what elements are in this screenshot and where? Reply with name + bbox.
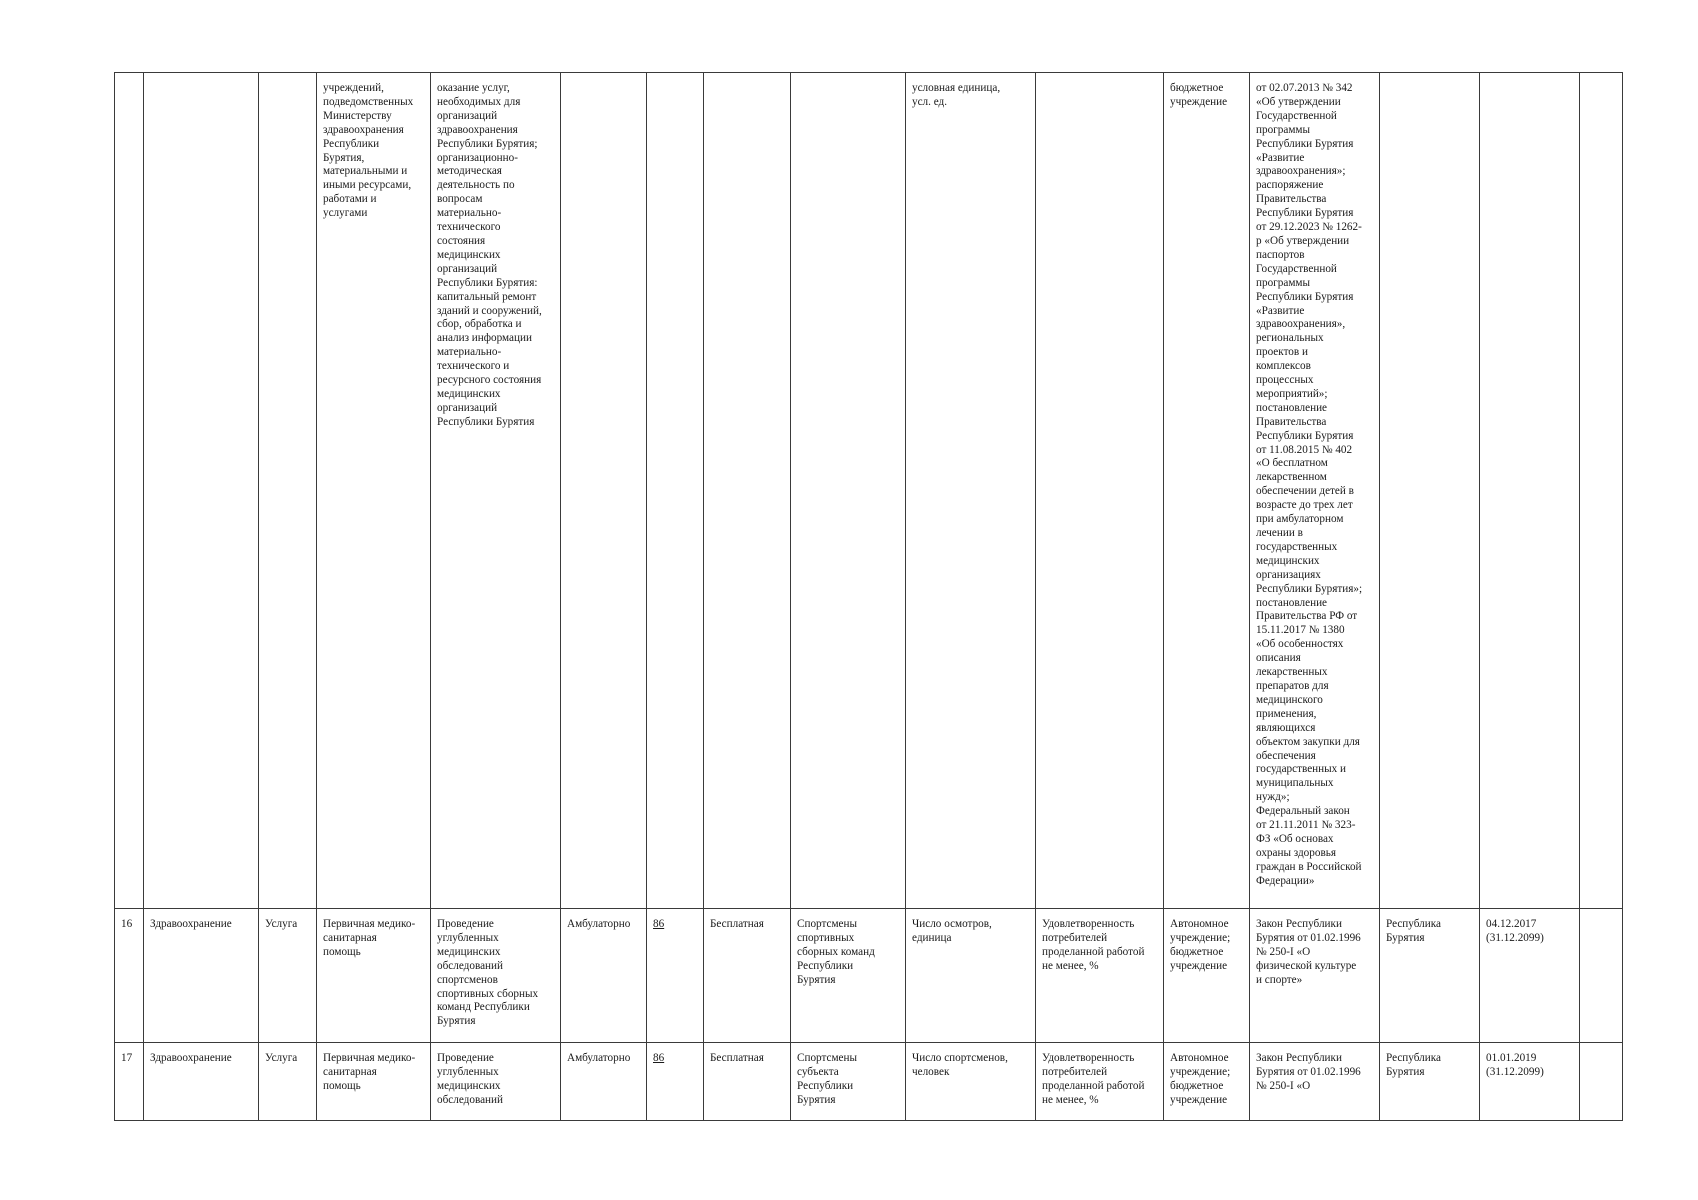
cell-consumers: Спортсмены спортивных сборных команд Республики Бурятия [791,909,906,1043]
services-register-table [114,72,1623,1121]
cell-consumers: Спортсмены субъекта Республики Бурятия [791,1043,906,1121]
cell-code [647,909,704,1043]
cell-quality-indicator: Удовлетворенность потребителей проделанной работой не менее, % [1036,1043,1164,1121]
code-link[interactable]: 86 [653,1052,665,1064]
cell-institution-type: Автономное учреждение; бюджетное учреждение [1164,909,1250,1043]
cell-service-content: Проведение углубленных медицинских обследований [431,1043,561,1121]
cell-payment: Бесплатная [704,1043,791,1121]
cell-institution-type: Автономное учреждение; бюджетное учреждение [1164,1043,1250,1121]
cell-service-name: Первичная медико- санитарная помощь [317,909,431,1043]
cell-service-name: Первичная медико- санитарная помощь [317,1043,431,1121]
cell-service-name: учреждений, подведомственных Министерству здравоохранения Республики Бурятия, материальными и иными ресурсами, работами и услугами [317,73,431,909]
cell-condition: Амбулаторно [561,1043,647,1121]
code-link[interactable]: 86 [653,918,665,930]
cell-sphere [144,73,259,909]
cell-number [115,73,144,909]
cell-kind: Услуга [259,1043,317,1121]
cell-dates [1480,73,1580,909]
cell-service-content: оказание услуг, необходимых для организаций здравоохранения Республики Бурятия; организационно- методическая деятельность по вопросам материально- технического состояния медицинских организаций Республики Бурятия: капитальный ремонт зданий и сооружений, сбор, обработка и анализ информации материально- технического и ресурсного состояния медицинских организаций Республики Бурятия [431,73,561,909]
cell-sphere: Здравоохранение [144,909,259,1043]
cell-legal-basis: Закон Республики Бурятия от 01.02.1996 № 250-I «О [1250,1043,1380,1121]
cell-extra [1580,909,1623,1043]
cell-legal-basis: от 02.07.2013 № 342 «Об утверждении Государственной программы Республики Бурятия «Развитие здравоохранения»; распоряжение Правительства Республики Бурятия от 29.12.2023 № 1262- р «Об утверждении паспортов Государственной программы Республики Бурятия «Развитие здравоохранения», региональных проектов и комплексов процессных мероприятий»; постановление Правительства Республики Бурятия от 11.08.2015 № 402 «О бесплатном лекарственном обеспечении детей в возрасте до трех лет при амбулаторном лечении в государственных медицинских организациях Республики Бурятия»; постановление Правительства РФ от 15.11.2017 № 1380 «Об особенностях описания лекарственных препаратов для медицинского применения, являющихся объектом закупки для обеспечения государственных и муниципальных нужд»; Федеральный закон от 21.11.2011 № 323- ФЗ «Об основах охраны здоровья граждан в Российской Федерации» [1250,73,1380,909]
cell-dates: 01.01.2019 (31.12.2099) [1480,1043,1580,1121]
cell-region: Республика Бурятия [1380,1043,1480,1121]
cell-kind [259,73,317,909]
table-row [115,73,1623,909]
cell-extra [1580,1043,1623,1121]
cell-condition [561,73,647,909]
cell-payment [704,73,791,909]
table-row [115,909,1623,1043]
cell-volume-indicator: Число спортсменов, человек [906,1043,1036,1121]
cell-volume-indicator: Число осмотров, единица [906,909,1036,1043]
cell-region: Республика Бурятия [1380,909,1480,1043]
cell-code [647,73,704,909]
cell-condition: Амбулаторно [561,909,647,1043]
cell-institution-type: бюджетное учреждение [1164,73,1250,909]
table-row [115,1043,1623,1121]
cell-consumers [791,73,906,909]
cell-extra [1580,73,1623,909]
cell-region [1380,73,1480,909]
cell-quality-indicator: Удовлетворенность потребителей проделанной работой не менее, % [1036,909,1164,1043]
cell-number: 16 [115,909,144,1043]
cell-legal-basis: Закон Республики Бурятия от 01.02.1996 № 250-I «О физической культуре и спорте» [1250,909,1380,1043]
cell-code [647,1043,704,1121]
cell-number: 17 [115,1043,144,1121]
cell-quality-indicator [1036,73,1164,909]
cell-payment: Бесплатная [704,909,791,1043]
cell-volume-indicator: условная единица, усл. ед. [906,73,1036,909]
cell-service-content: Проведение углубленных медицинских обследований спортсменов спортивных сборных команд Республики Бурятия [431,909,561,1043]
cell-dates: 04.12.2017 (31.12.2099) [1480,909,1580,1043]
cell-sphere: Здравоохранение [144,1043,259,1121]
cell-kind: Услуга [259,909,317,1043]
